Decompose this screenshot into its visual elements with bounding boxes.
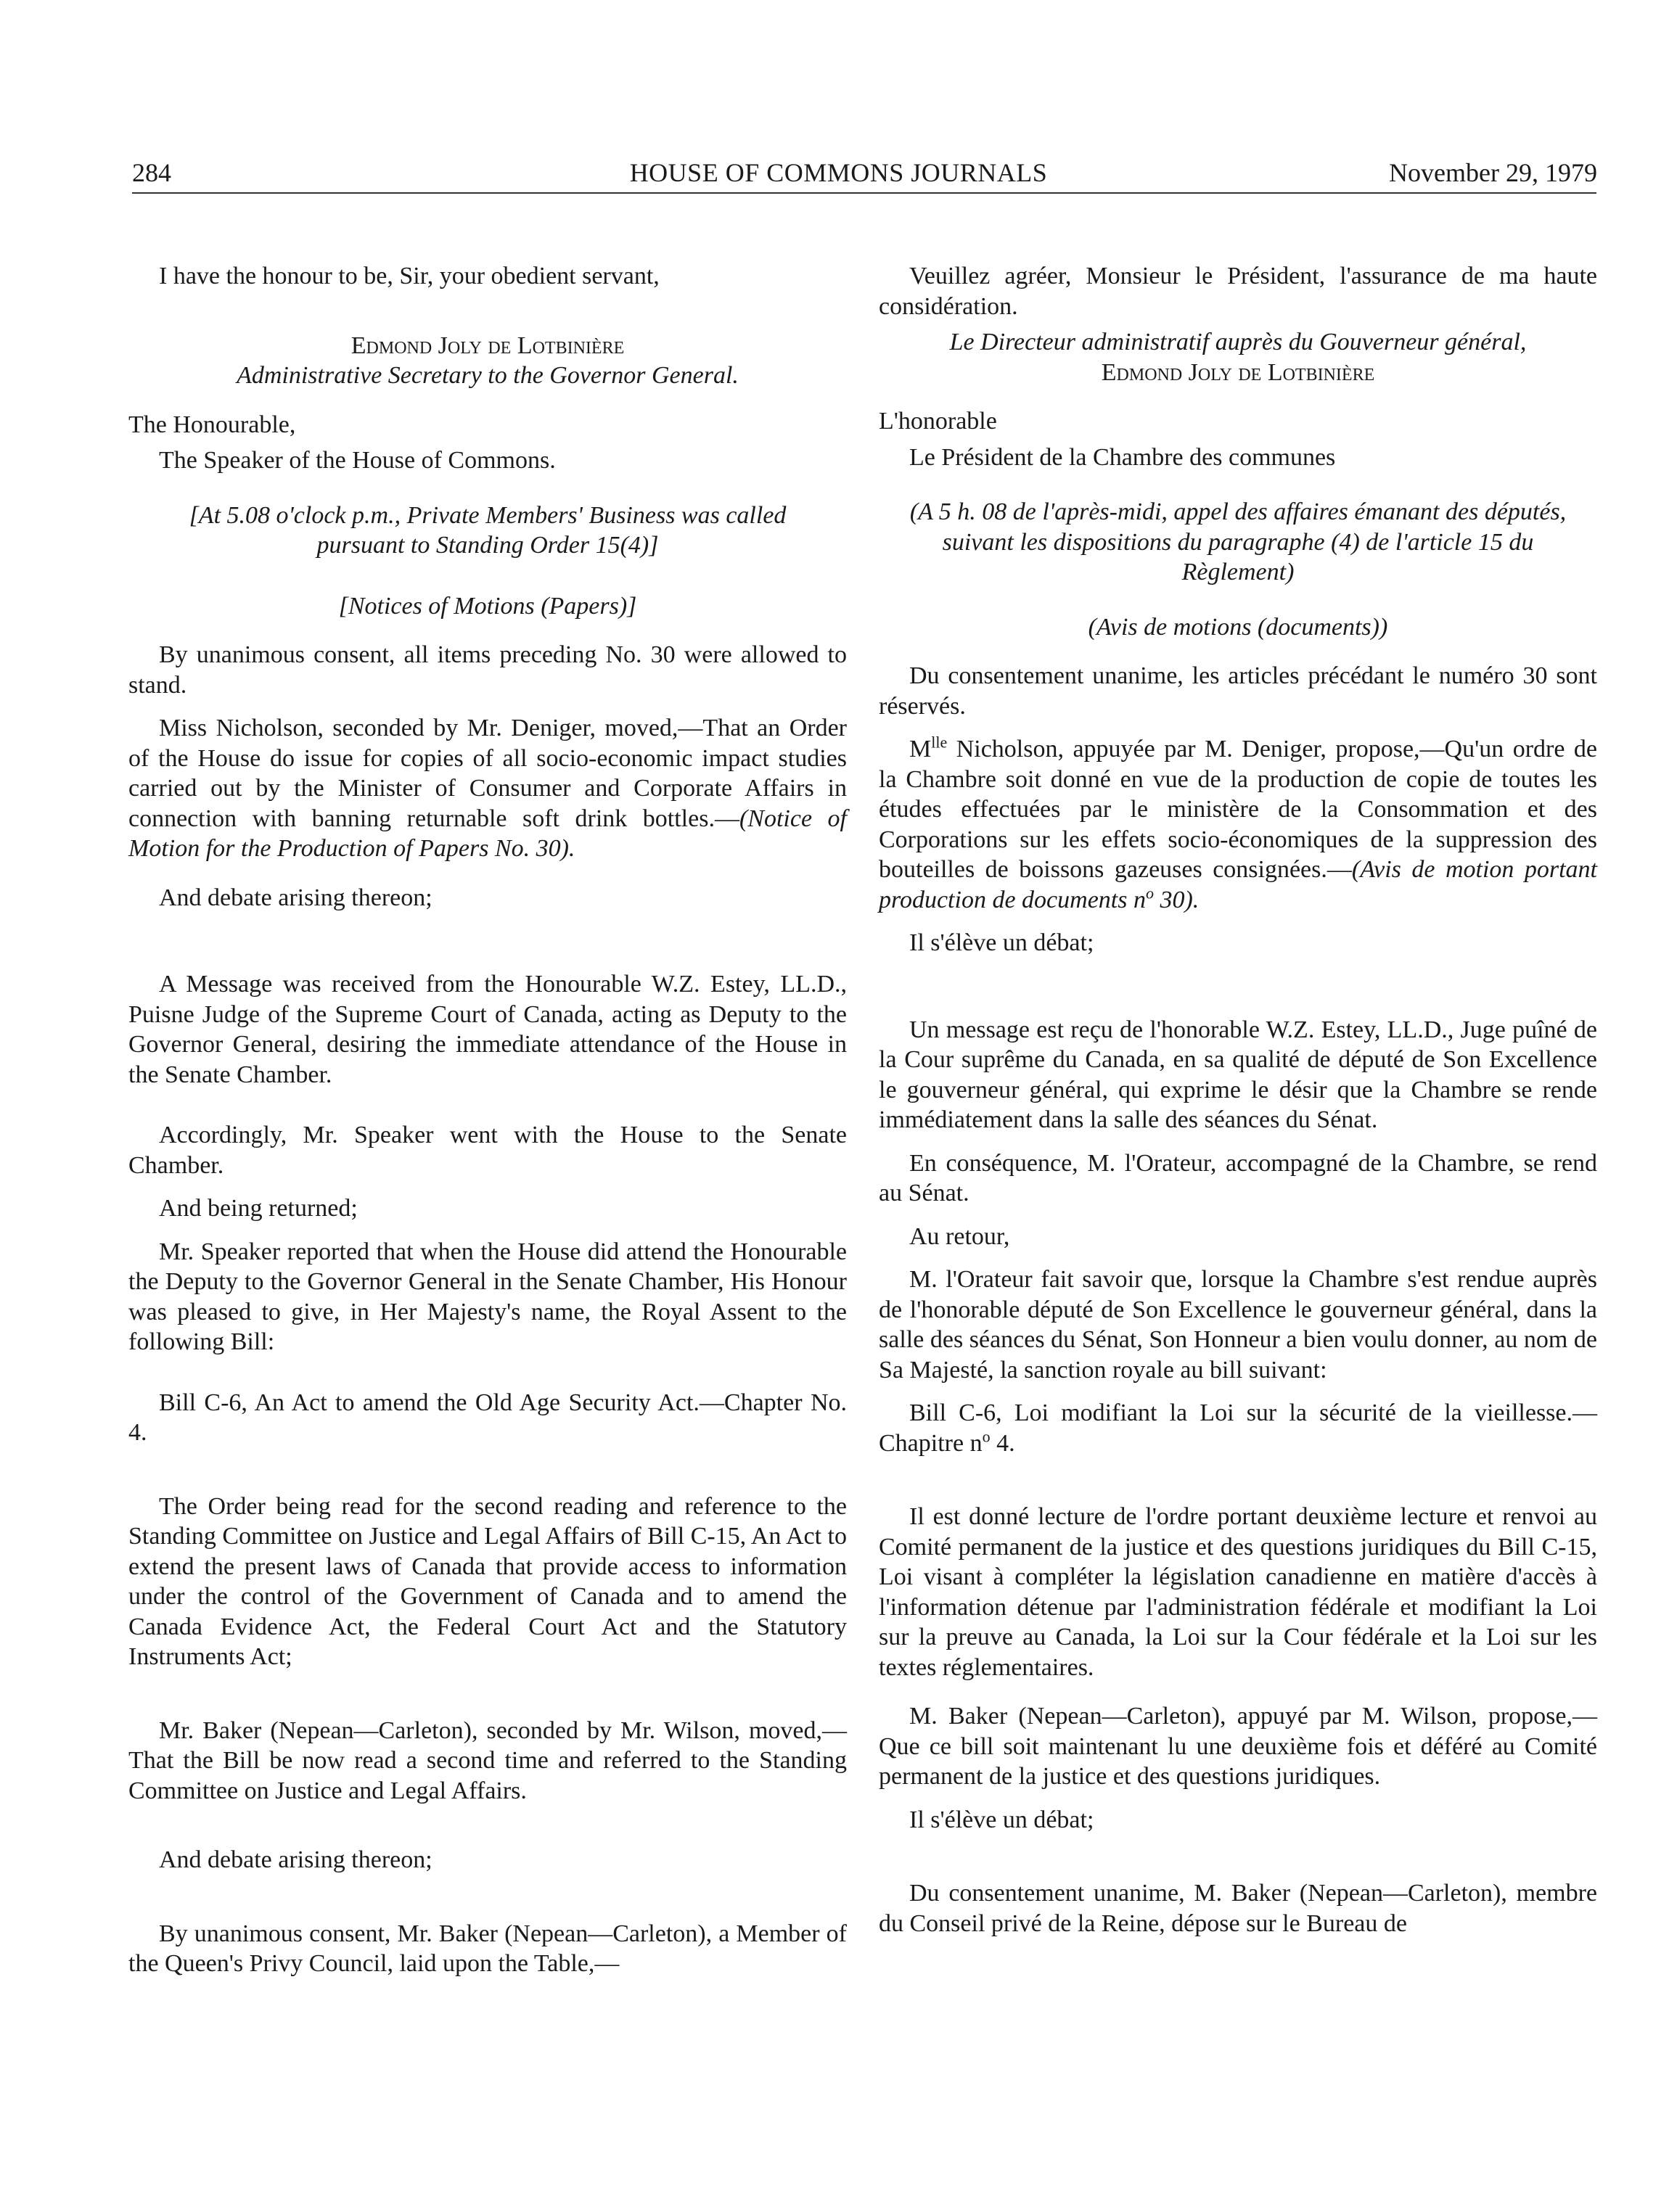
motion-notice: (Avis de motion portant production de documents $n^o$ 30).	[879, 856, 1597, 913]
paragraph-debate: Il s'élève un débat;	[909, 929, 1094, 956]
paragraph-debate-2: And debate arising thereon;	[159, 1846, 432, 1873]
paragraph-final: By unanimous consent, Mr. Baker (Nepean—Carleton), a Member of the Queen's Privy Council, laid upon the Table,—	[128, 1920, 847, 1977]
signatory-name: Edmond Joly de Lotbinière	[350, 332, 625, 359]
paragraph-consent: By unanimous consent, all items preceding No. 30 were allowed to stand.	[128, 641, 847, 699]
paragraph-bill: Bill C-6, An Act to amend the Old Age Security Act.—Chapter No. 4.	[128, 1389, 847, 1446]
signatory-title: Le Directeur administratif auprès du Gouverneur général,	[949, 329, 1527, 355]
paragraph-order: The Order being read for the second reading and reference to the Standing Committee on Justice and Legal Affairs of Bill C-15, An Act to extend the present laws of Canada that provide access to information under the control of the Government of Canada and to amend the Canada Evidence Act, the Federal Court Act and the Statutory Instruments Act;	[128, 1492, 847, 1670]
paragraph-royal-assent: M. l'Orateur fait savoir que, lorsque la Chambre s'est rendue auprès de l'honorable député de Son Excellence le gouverneur général, dans la salle des séances du Sénat, Son Honneur a bien voulu donner, au nom de Sa Majesté, la sanction royale au bill suivant:	[879, 1266, 1597, 1383]
addressee-line-1: The Honourable,	[128, 411, 296, 438]
french-column	[879, 261, 1597, 1938]
paragraph-debate-2: Il s'élève un débat;	[909, 1806, 1094, 1833]
paragraph-final: Du consentement unanime, M. Baker (Nepean—Carleton), membre du Conseil privé de la Reine, dépose sur le Bureau de	[879, 1880, 1597, 1937]
paragraph-order: Il est donné lecture de l'ordre portant deuxième lecture et renvoi au Comité permanent de la justice et des questions juridiques du Bill C-15, Loi visant à compléter la législation canadienne en matière d'accès à l'information détenue par l'administration fédérale et modifiant la Loi sur la preuve au Canada, la Loi sur la Cour fédérale et la Loi sur les textes réglementaires.	[879, 1503, 1597, 1681]
paragraph-message: Un message est reçu de l'honorable W.Z. Estey, LL.D., Juge puîné de la Cour suprême du Canada, en sa qualité de député de Son Excellence le gouverneur général, qui exprime le désir que la Chambre se rende immédiatement dans la salle des séances du Sénat.	[879, 1016, 1597, 1133]
addressee-line-2: The Speaker of the House of Commons.	[159, 447, 556, 474]
closing-salutation: Veuillez agréer, Monsieur le Président, l'assurance de ma haute considération.	[879, 263, 1597, 320]
paragraph-accordingly: Accordingly, Mr. Speaker went with the House to the Senate Chamber.	[128, 1122, 847, 1179]
paragraph-bill: Bill C-6, Loi modifiant la Loi sur la sécurité de la vieillesse.—Chapitre $n^o$ 4.	[879, 1399, 1597, 1457]
paragraph-royal-assent: Mr. Speaker reported that when the House did attend the Honourable the Deputy to the Governor General in the Senate Chamber, His Honour was pleased to give, in Her Majesty's name, the Royal Assent to the following Bill:	[128, 1238, 847, 1355]
english-column	[128, 261, 847, 1979]
signatory-name: Edmond Joly de Lotbinière	[1101, 358, 1375, 386]
addressee-line-2: Le Président de la Chambre des communes	[909, 443, 1336, 471]
paragraph-returned: Au retour,	[909, 1222, 1010, 1250]
procedural-note: (A 5 h. 08 de l'après-midi, appel des affaires émanant des députés, suivant les dispositions du paragraphe (4) de l'article 15 du Règlement)	[909, 498, 1567, 585]
journal-title: HOUSE OF COMMONS JOURNALS	[629, 158, 1048, 187]
journal-date: November 29, 1979	[1389, 158, 1597, 187]
paragraph-returned: And being returned;	[159, 1195, 358, 1222]
motion-notice: (Notice of Motion for the Production of Papers No. 30).	[128, 805, 848, 862]
section-heading: [Notices of Motions (Papers)]	[338, 592, 637, 620]
procedural-note: [At 5.08 o'clock p.m., Private Members' Business was called pursuant to Standing Order 15(4)]	[189, 501, 787, 559]
signatory-title: Administrative Secretary to the Governor General.	[237, 362, 739, 389]
addressee-line-1: L'honorable	[879, 408, 997, 435]
paragraph-accordingly: En conséquence, M. l'Orateur, accompagné de la Chambre, se rend au Sénat.	[879, 1149, 1597, 1206]
section-heading: (Avis de motions (documents))	[1088, 613, 1388, 641]
paragraph-motion: $M^{lle}$ Nicholson, appuyée par M. Deniger, propose,—Qu'un ordre de la Chambre soit donné en vue de la production de copie de toutes les études effectuées par le ministère de la Consommation et des Corporations sur les effets socio-économiques de la suppression des bouteilles de boissons gazeuses consignées.—(Avis de motion portant production de documents $n^o$ 30).	[879, 733, 1597, 913]
paragraph-motion: Miss Nicholson, seconded by Mr. Deniger, moved,—That an Order of the House do issue for copies of all socio-economic impact studies carried out by the Minister of Consumer and Corporate Affairs in connection with banning returnable soft drink bottles.—(Notice of Motion for the Production of Papers No. 30).	[128, 715, 848, 862]
closing-salutation: I have the honour to be, Sir, your obedient servant,	[159, 263, 660, 289]
header-rule	[132, 192, 1596, 194]
paragraph-message: A Message was received from the Honourable W.Z. Estey, LL.D., Puisne Judge of the Supreme Court of Canada, acting as Deputy to the Governor General, desiring the immediate attendance of the House in the Senate Chamber.	[128, 971, 847, 1088]
paragraph-baker-motion: Mr. Baker (Nepean—Carleton), seconded by Mr. Wilson, moved,—That the Bill be now read a second time and referred to the Standing Committee on Justice and Legal Affairs.	[128, 1716, 847, 1804]
paragraph-debate: And debate arising thereon;	[159, 884, 432, 911]
paragraph-baker-motion: M. Baker (Nepean—Carleton), appuyé par M. Wilson, propose,—Que ce bill soit maintenant lu une deuxième fois et déféré au Comité permanent de la justice et des questions juridiques.	[879, 1703, 1597, 1790]
page-number: 284	[132, 158, 171, 187]
paragraph-consent: Du consentement unanime, les articles précédant le numéro 30 sont réservés.	[879, 662, 1597, 720]
